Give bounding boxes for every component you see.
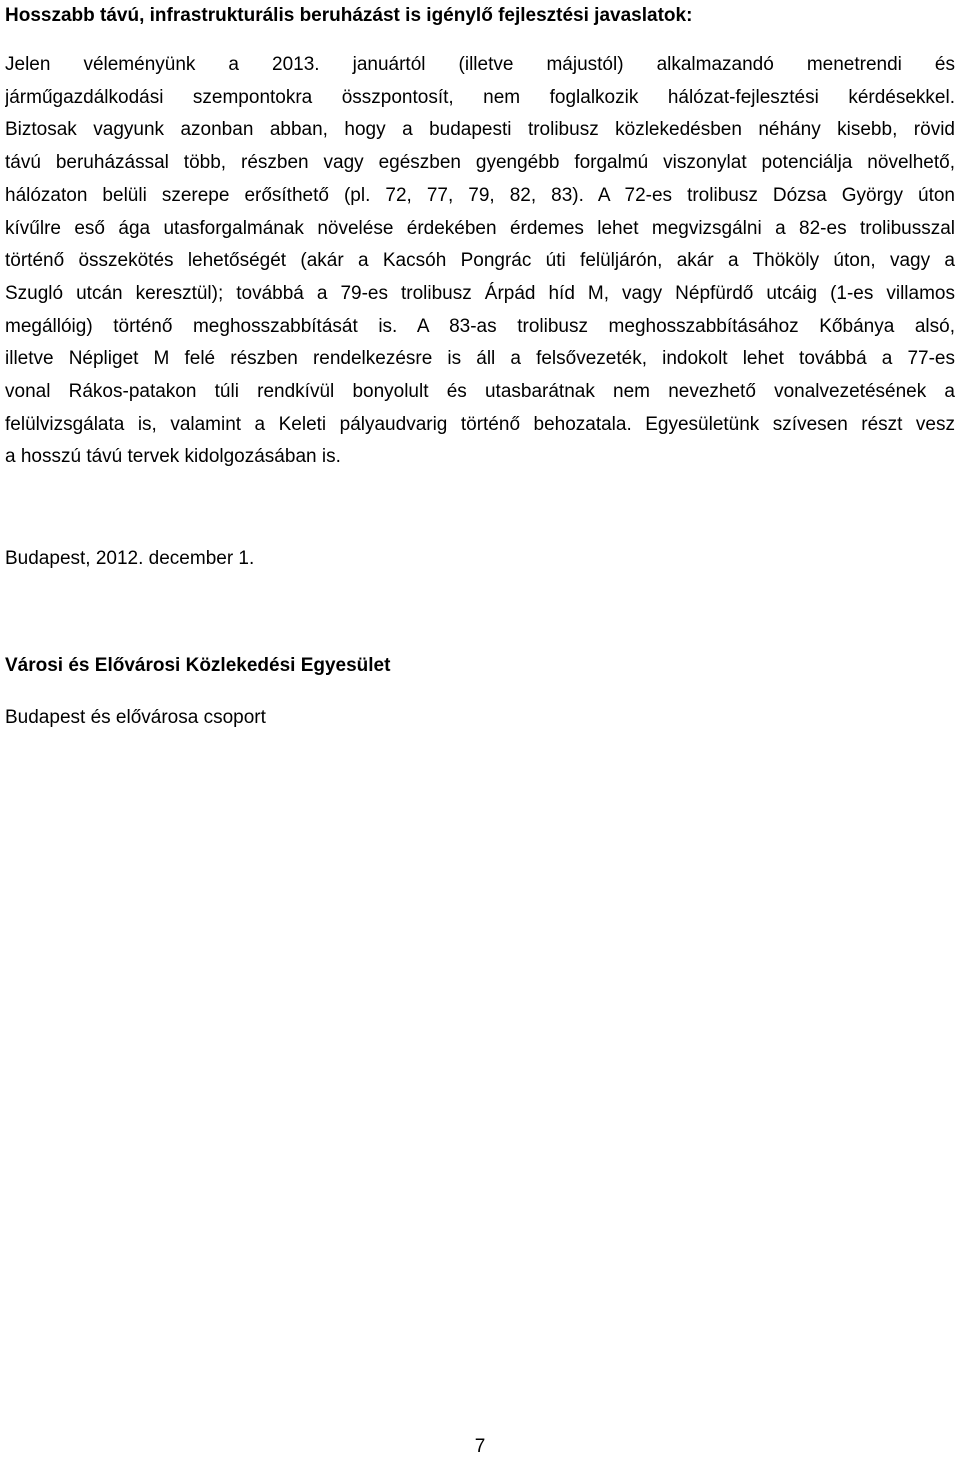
paragraph-line: vonal Rákos-patakon túli rendkívül bonyolult és utasbarátnak nem nevezhető vonalvezetésének a bbox=[5, 381, 955, 403]
paragraph-line: megállóig) történő meghosszabbítását is. A 83-as trolibusz meghosszabbításához Kőbánya alsó, bbox=[5, 315, 955, 337]
paragraph-line: történő összekötés lehetőségét (akár a Kacsóh Pongrác úti felüljárón, akár a Thököly úton, vagy a bbox=[5, 250, 955, 272]
paragraph-line: kívűlre eső ága utasforgalmának növelése érdekében érdemes lehet megvizsgálni a 82-es trolibusszal bbox=[5, 217, 955, 239]
paragraph-line: Jelen véleményünk a 2013. januártól (illetve májustól) alkalmazandó menetrendi és bbox=[5, 54, 955, 75]
paragraph-line: felülvizsgálata is, valamint a Keleti pályaudvarig történő behozatala. Egyesületünk szívesen részt vesz bbox=[5, 413, 955, 435]
paragraph-line: a hosszú távú tervek kidolgozásában is. bbox=[5, 446, 341, 468]
paragraph-line: távú beruházással több, részben vagy egészben gyengébb forgalmú viszonylat potenciálja növelhető, bbox=[5, 152, 955, 174]
paragraph-line: Szugló utcán keresztül); továbbá a 79-es trolibusz Árpád híd M, vagy Népfürdő utcáig (1-es villamos bbox=[5, 282, 955, 304]
paragraph-line: illetve Népliget M felé részben rendelkezésre is áll a felsővezeték, indokolt lehet továbbá a 77-es bbox=[5, 348, 955, 370]
section-heading: Hosszabb távú, infrastrukturális beruházást is igénylő fejlesztési javaslatok: bbox=[5, 5, 693, 26]
page-number: 7 bbox=[474, 1436, 486, 1457]
paragraph-line: járműgazdálkodási szempontokra összpontosít, nem foglalkozik hálózat-fejlesztési kérdésekkel. bbox=[5, 86, 955, 108]
body-paragraph bbox=[5, 49, 955, 474]
group-name: Budapest és elővárosa csoport bbox=[5, 707, 266, 728]
organization-name: Városi és Elővárosi Közlekedési Egyesület bbox=[5, 655, 391, 676]
paragraph-line: Biztosak vagyunk azonban abban, hogy a budapesti trolibusz közlekedésben néhány kisebb, rövid bbox=[5, 119, 955, 141]
date-line: Budapest, 2012. december 1. bbox=[5, 548, 255, 569]
paragraph-line: hálózaton belüli szerepe erősíthető (pl. 72, 77, 79, 82, 83). A 72-es trolibusz Dózsa György úton bbox=[5, 184, 955, 206]
